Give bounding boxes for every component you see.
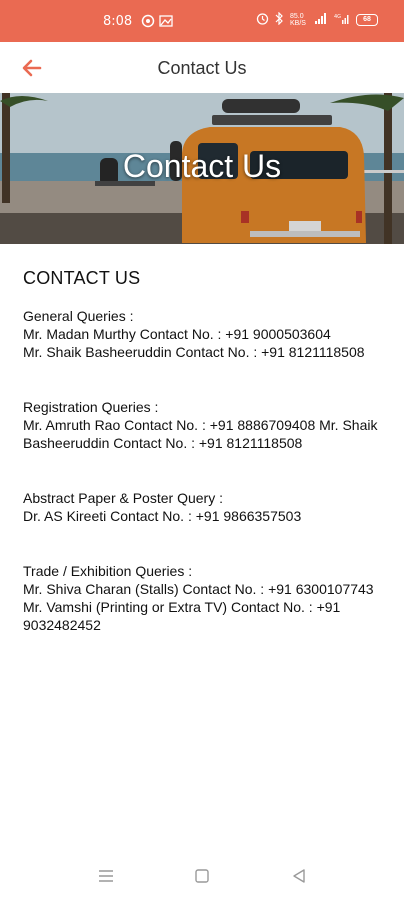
abstract-query-section xyxy=(23,489,383,525)
speed-indicator: 85.0 KB/S xyxy=(290,12,306,27)
location-icon xyxy=(140,13,156,29)
contact-content xyxy=(23,268,383,671)
svg-text:4G: 4G xyxy=(334,14,342,20)
section-title: Abstract Paper & Poster Query : xyxy=(23,490,223,506)
contact-line: Dr. AS Kireeti Contact No. : +91 9866357503 xyxy=(23,508,302,524)
bluetooth-icon xyxy=(275,12,284,27)
section-title: Trade / Exhibition Queries : xyxy=(23,563,193,579)
registration-queries-section xyxy=(23,398,383,452)
contact-line: Mr. Shaik Basheeruddin Contact No. : +91 8121118508 xyxy=(23,344,365,360)
menu-button[interactable] xyxy=(97,867,115,885)
general-queries-section xyxy=(23,307,383,361)
contact-line: Mr. Shiva Charan (Stalls) Contact No. : +91 6300107743 Mr. Vamshi (Printing or Extra TV) Contact No. : +91 9032482452 xyxy=(23,581,374,633)
app-bar xyxy=(0,42,404,94)
home-button[interactable] xyxy=(193,867,211,885)
section-title: Registration Queries : xyxy=(23,399,159,415)
alarm-icon xyxy=(256,12,269,27)
status-right-icons xyxy=(256,12,378,27)
battery-icon: 68 xyxy=(356,14,378,26)
contact-heading: CONTACT US xyxy=(23,268,141,288)
wifi-signal-icon xyxy=(314,12,328,27)
page-title: Contact Us xyxy=(157,58,247,78)
cell-signal-icon xyxy=(334,12,350,27)
back-nav-button[interactable] xyxy=(290,867,308,885)
hero-title: Contact Us xyxy=(122,148,282,184)
status-bar xyxy=(0,0,404,42)
menu-icon xyxy=(98,869,114,883)
home-square-icon xyxy=(194,868,210,884)
trade-exhibition-section xyxy=(23,562,383,634)
contact-line: Mr. Madan Murthy Contact No. : +91 9000503604 xyxy=(23,326,331,342)
system-nav-bar xyxy=(0,850,404,900)
section-title: General Queries : xyxy=(23,308,134,324)
gallery-icon xyxy=(158,13,174,29)
status-time: 8:08 xyxy=(103,14,133,29)
contact-line: Mr. Amruth Rao Contact No. : +91 8886709408 Mr. Shaik Basheeruddin Contact No. : +91 8121118508 xyxy=(23,417,378,451)
back-triangle-icon xyxy=(291,868,307,884)
hero-banner xyxy=(0,93,404,244)
